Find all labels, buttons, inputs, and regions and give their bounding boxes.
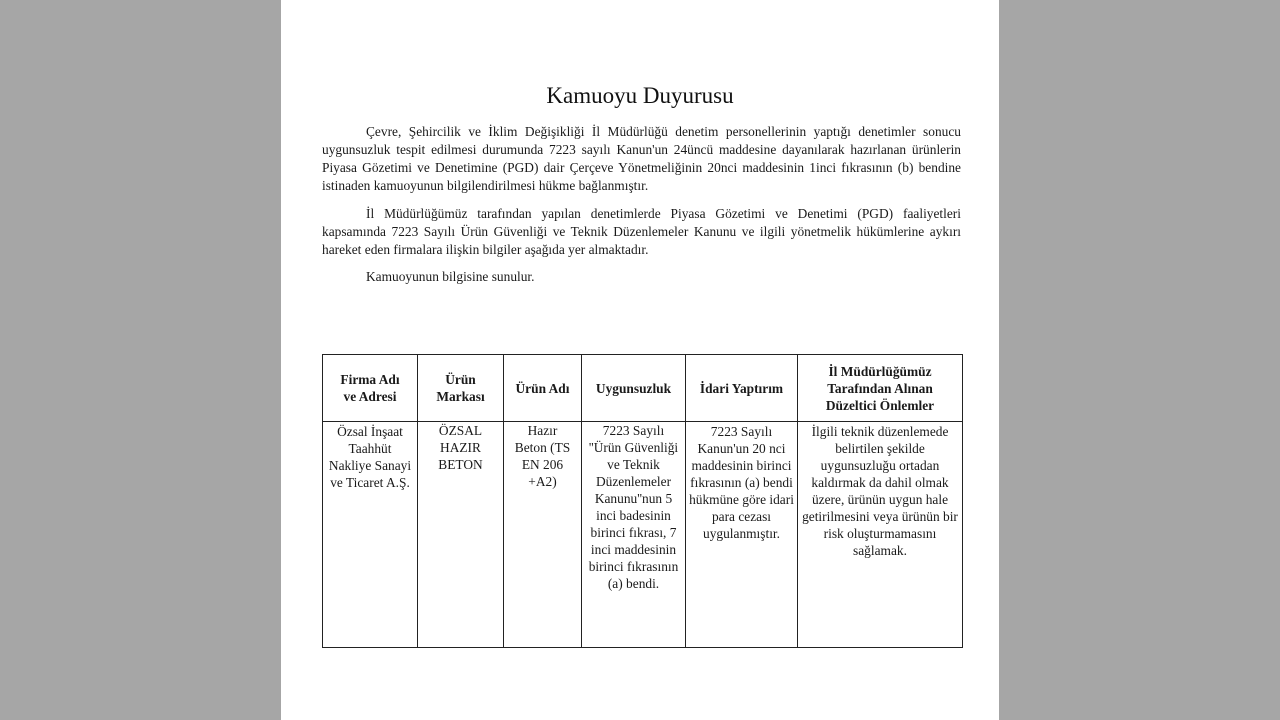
cell-marka: ÖZSAL HAZIR BETON xyxy=(418,422,504,648)
paragraph-closing: Kamuoyunun bilgisine sunulur. xyxy=(366,269,535,284)
header-urun: Ürün Adı xyxy=(504,355,582,422)
header-uygunsuzluk: Uygunsuzluk xyxy=(582,355,686,422)
header-firma: Firma Adı ve Adresi xyxy=(323,355,418,422)
paragraph-intro: Çevre, Şehircilik ve İklim Değişikliği İl Müdürlüğü denetim personellerinin yaptığı denetimler sonucu uygunsuzluk tespit edilmesi durumunda 7223 sayılı Kanun'un 24üncü maddesine dayanılarak hazırlanan ürünlerin Piyasa Gözetimi ve Denetimine (PGD) dair Çerçeve Yönetmeliğinin 20nci maddesinin 1inci fıkrasının (b) bendine istinaden kamuoyunun bilgilendirilmesi hükme bağlanmıştır. xyxy=(322,124,961,193)
header-onlemler: İl Müdürlüğümüz Tarafından Alınan Düzeltici Önlemler xyxy=(798,355,963,422)
table-row xyxy=(323,422,963,648)
header-marka: Ürün Markası xyxy=(418,355,504,422)
cell-uygunsuzluk: 7223 Sayılı ''Ürün Güvenliği ve Teknik Düzenlemeler Kanunu''nun 5 inci badesinin birinci fıkrası, 7 inci maddesinin birinci fıkrasının (a) bendi. xyxy=(582,422,686,648)
table-header-row xyxy=(323,355,963,422)
violations-table xyxy=(322,354,963,648)
document-title: Kamuoyu Duyurusu xyxy=(546,83,734,108)
cell-urun: Hazır Beton (TS EN 206 +A2) xyxy=(504,422,582,648)
document-page xyxy=(281,0,999,720)
paragraph-scope: İl Müdürlüğümüz tarafından yapılan denetimlerde Piyasa Gözetimi ve Denetimi (PGD) faaliyetleri kapsamında 7223 Sayılı Ürün Güvenliği ve Teknik Düzenlemeler Kanunu ve ilgili yönetmelik hükümlerine aykırı hareket eden firmalara ilişkin bilgiler aşağıda yer almaktadır. xyxy=(322,206,961,257)
cell-firma: Özsal İnşaat Taahhüt Nakliye Sanayi ve Ticaret A.Ş. xyxy=(323,422,418,648)
cell-yaptirim: 7223 Sayılı Kanun'un 20 nci maddesinin birinci fıkrasının (a) bendi hükmüne göre idari para cezası uygulanmıştır. xyxy=(686,422,798,648)
header-yaptirim: İdari Yaptırım xyxy=(686,355,798,422)
cell-onlemler: İlgili teknik düzenlemede belirtilen şekilde uygunsuzluğu ortadan kaldırmak da dahil olmak üzere, ürünün uygun hale getirilmesini veya ürünün bir risk oluşturmamasını sağlamak. xyxy=(798,422,963,648)
